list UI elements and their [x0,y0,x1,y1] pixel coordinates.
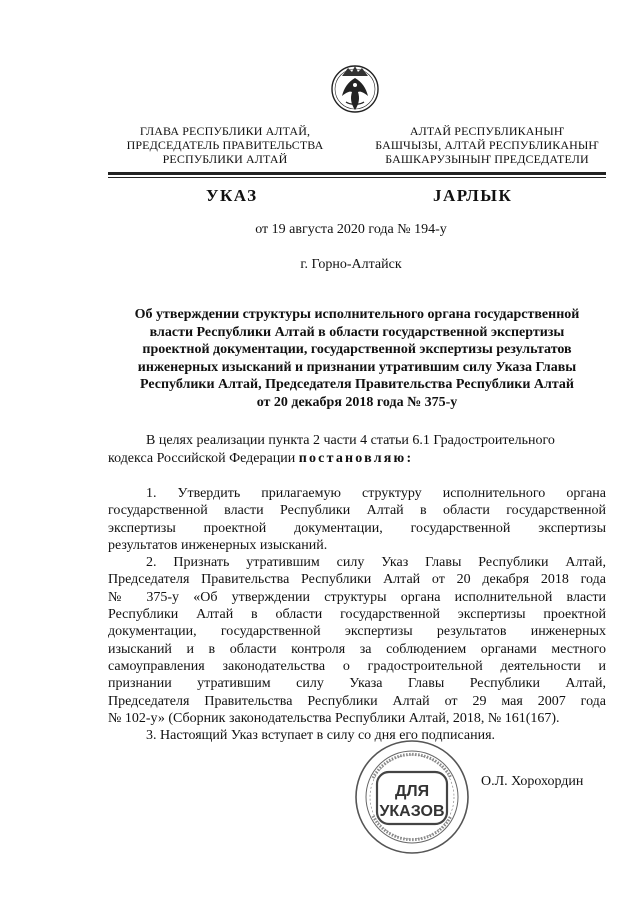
title-line: Об утверждении структуры исполнительного органа государственной [134,307,580,322]
body-line: результатов инженерных изысканий. [108,537,328,553]
document-date: от 19 августа 2020 года № 194-у [255,222,447,237]
header-divider-thin [108,177,606,178]
body-line: 3. Настоящий Указ вступает в силу со дня его подписания. [146,728,496,744]
stamp-text-line2: УКАЗОВ [379,803,445,820]
header-left-line: РЕСПУБЛИКИ АЛТАЙ [162,152,288,166]
header-left-title [96,124,354,166]
body-line: государственной власти Республики Алтай в области государственной [108,503,606,519]
preamble-line [108,450,606,468]
body-line: Председателя Правительства Республики Алтай от 20 декабря 2018 года [108,572,606,588]
preamble-decree-word: постановляю: [298,450,414,466]
body-line: самоуправления законодательства о градостроительной деятельности и [108,658,606,674]
title-line: Республики Алтай, Председателя Правительства Республики Алтай [139,377,574,392]
body-line: 1. Утвердить прилагаемую структуру исполнительного органа [146,486,606,501]
title-line: власти Республики Алтай в области государственной экспертизы [149,324,565,340]
body-line: № 102-у» (Сборник законодательства Республики Алтай, 2018, № 161(167). [108,710,560,726]
body-line: документации, государственной экспертизы результатов инженерных [108,624,606,640]
document-body [108,485,606,744]
doc-type-altai: ЈАРЛЫК [433,186,513,205]
title-line: проектной документации, государственной экспертизы результатов [142,342,572,357]
header-right-title [362,124,612,166]
body-line: № 375-у «Об утверждении структуры органа исполнительной власти [108,589,606,605]
header-right-line: АЛТАЙ РЕСПУБЛИКАНЫҤ [409,124,565,138]
body-line: признании утратившим силу Указа Главы Республики Алтай, [108,676,606,692]
coat-of-arms-icon [330,58,380,120]
document-title [108,306,606,411]
body-line: Республики Алтай в области государственной экспертизы проектной [108,607,606,623]
header-right-line: БАШЧЫЗЫ, АЛТАЙ РЕСПУБЛИКАНЫҤ [375,138,599,152]
official-seal-stamp [353,738,471,856]
preamble-line: В целях реализации пункта 2 части 4 статьи 6.1 Градостроительного [146,433,555,448]
header-divider-thick [108,172,606,175]
preamble-prefix: кодекса Российской Федерации [108,450,296,466]
signer-name: О.Л. Хорохордин [481,774,584,789]
title-line: инженерных изысканий и признании утратившим силу Указа Главы [137,359,577,375]
doc-type-russian: УКАЗ [206,186,258,205]
title-line: от 20 декабря 2018 года № 375-у [256,394,458,410]
stamp-text-line1: ДЛЯ [394,783,430,800]
header-left-line: ПРЕДСЕДАТЕЛЬ ПРАВИТЕЛЬСТВА [126,138,324,152]
body-line: изысканий и в области контроля за соблюдением органами местного [108,641,606,657]
body-line: 2. Признать утратившим силу Указ Главы Республики Алтай, [146,555,606,571]
preamble [108,432,606,467]
header-right-line: БАШКАРУЗЫНЫҤ ПРЕДСЕДАТЕЛИ [385,152,589,166]
body-line: Председателя Правительства Республики Алтай от 29 мая 2007 года [108,693,606,709]
header-left-line: ГЛАВА РЕСПУБЛИКИ АЛТАЙ, [139,124,311,138]
document-city: г. Горно-Алтайск [300,257,402,272]
body-line: экспертизы проектной документации, государственной экспертизы [108,520,606,536]
